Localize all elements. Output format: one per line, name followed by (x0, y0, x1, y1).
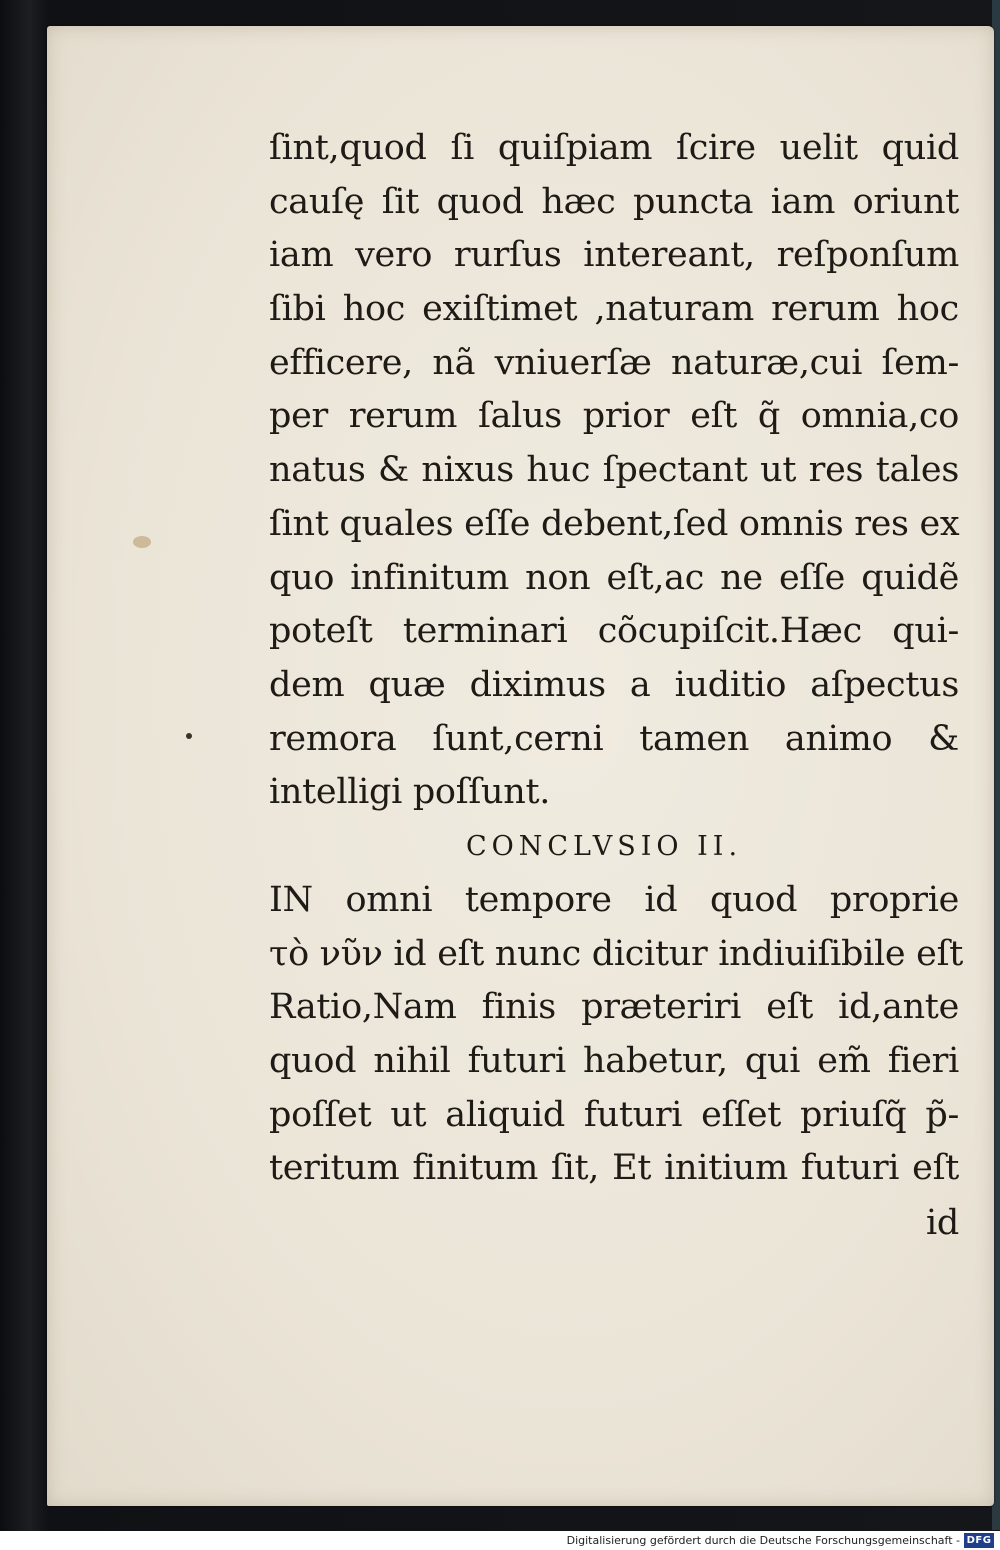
funding-credit: Digitalisierung gefördert durch die Deutsche Forschungsgemeinschaft - (566, 1534, 960, 1547)
text-line: dem quæ diximus a iuditio aſpectus (269, 664, 959, 705)
text-line: per rerum ſalus prior eſt q̃ omnia,co (269, 396, 959, 437)
text-line: poſſet ut aliquid futuri eſſet priuſq̃ p̃- (269, 1094, 959, 1135)
text-line: intelligi poſſunt. (269, 772, 551, 813)
text-line: ſibi hoc exiſtimet ,naturam rerum hoc (269, 289, 959, 330)
section-heading: CONCLVSIO II. (465, 830, 743, 862)
book-page (47, 26, 994, 1506)
text-line: efficere, nã vniuerſæ naturæ,cui ſem- (269, 342, 959, 383)
margin-dot (186, 733, 192, 739)
text-line: Ratio,Nam finis præteriri eſt id,ante (269, 987, 959, 1028)
text-line: natus & nixus huc ſpectant ut res tales (269, 450, 959, 491)
text-line: poteſt terminari cõcupiſcit.Hæc qui- (269, 611, 959, 652)
digitization-footer (0, 1531, 1000, 1550)
text-line: teritum finitum ſit, Et initium futuri eſt (269, 1148, 959, 1189)
paper-stain (133, 536, 151, 548)
text-line: ſint quales eſſe debent,ſed omnis res ex (269, 503, 960, 544)
text-line: remora ſunt,cerni tamen animo & (269, 718, 959, 759)
catchword: id (926, 1203, 959, 1244)
text-line: cauſę ſit quod hæc puncta iam oriunt (269, 181, 959, 222)
text-line: quod nihil futuri habetur, qui em̃ fieri (269, 1041, 959, 1081)
text-line: quo infinitum non eſt,ac ne eſſe quidẽ (269, 557, 959, 598)
text-line: IN omni tempore id quod proprie (269, 879, 959, 920)
text-line: iam vero rurſus intereant, reſponſum (269, 235, 959, 276)
text-line: τὸ νῦν id eſt nunc dicitur indiuiſibile eſt (269, 933, 963, 974)
dfg-logo-icon: DFG (964, 1533, 994, 1548)
text-line: ſint,quod ſi quiſpiam ſcire uelit quid (269, 128, 959, 168)
page-text (269, 122, 963, 1250)
